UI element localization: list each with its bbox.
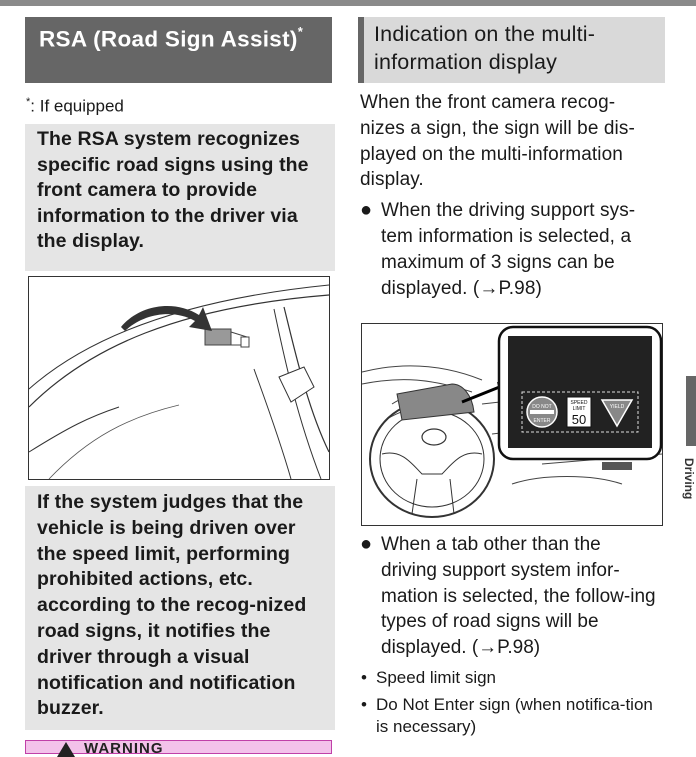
right-column-text-2 — [360, 532, 660, 661]
bullet-text: When the driving support sys-tem information is selected, a maximum of 3 signs can be displayed. (→P.98) — [381, 200, 636, 299]
top-rule — [0, 0, 696, 6]
chapter-tab-label — [682, 458, 696, 518]
heading-footnote-mark: * — [297, 24, 304, 39]
bullet-item — [360, 532, 660, 661]
list-item-text: Do Not Enter sign (when notifica-tion is necessary) — [376, 695, 653, 736]
steering-wheel — [370, 401, 494, 517]
speed-label: SPEED — [570, 400, 588, 406]
yield-label: YIELD — [609, 404, 625, 410]
enter-label: ENTER — [533, 418, 551, 424]
footnote-text: : If equipped — [30, 96, 124, 116]
do-not-label: DO NOT — [532, 404, 552, 410]
speed-limit-sign-icon — [567, 397, 591, 427]
small-bullet: • — [361, 668, 367, 687]
windshield-camera-illustration — [28, 276, 330, 480]
list-item — [360, 694, 660, 738]
do-not-enter-sign-icon — [527, 397, 557, 427]
windshield-drawing — [29, 277, 329, 479]
section-heading-rsa — [25, 17, 332, 83]
display-callout — [499, 327, 661, 459]
right-column-text — [360, 90, 660, 301]
dashboard-drawing — [362, 324, 662, 525]
warning-box — [25, 740, 332, 757]
speed-value: 50 — [571, 412, 587, 427]
bullet-dot: ● — [360, 533, 373, 555]
warning-triangle-icon — [56, 741, 76, 755]
footnote — [26, 96, 124, 117]
list-item-text: Speed limit sign — [376, 668, 497, 687]
camera-unit — [205, 329, 249, 347]
list-item — [360, 667, 660, 689]
warning-label: WARNING — [84, 740, 164, 757]
small-bullet: • — [361, 695, 367, 714]
footnote-mark: * — [26, 96, 31, 108]
bullet-text: When a tab other than the driving support system infor-mation is selected, the follow-ing types of road signs will be displayed. (→P.98) — [381, 534, 656, 659]
notification-box: If the system judges that the vehicle is being driven over the speed limit, performing prohibited actions, etc. according to the recog-nized road signs, it notifies the driver through a visual notification and notification buzzer. — [25, 486, 335, 730]
summary-box: The RSA system recognizes specific road signs using the front camera to provide information to the driver via the display. — [25, 124, 335, 271]
chapter-tab-text: Driving — [682, 458, 696, 500]
intro-paragraph: When the front camera recog-nizes a sign, the sign will be dis-played on the multi-information display. — [360, 92, 635, 191]
limit-label: LIMIT — [572, 406, 586, 412]
multi-information-display-illustration — [361, 323, 663, 526]
section-heading-indication: Indication on the multi-information display — [358, 17, 665, 83]
section-heading-text: RSA (Road Sign Assist) — [39, 26, 298, 52]
bullet-item — [360, 198, 660, 301]
road-sign-types-list — [360, 667, 660, 743]
chapter-tab — [686, 376, 696, 446]
bullet-dot: ● — [360, 199, 373, 222]
